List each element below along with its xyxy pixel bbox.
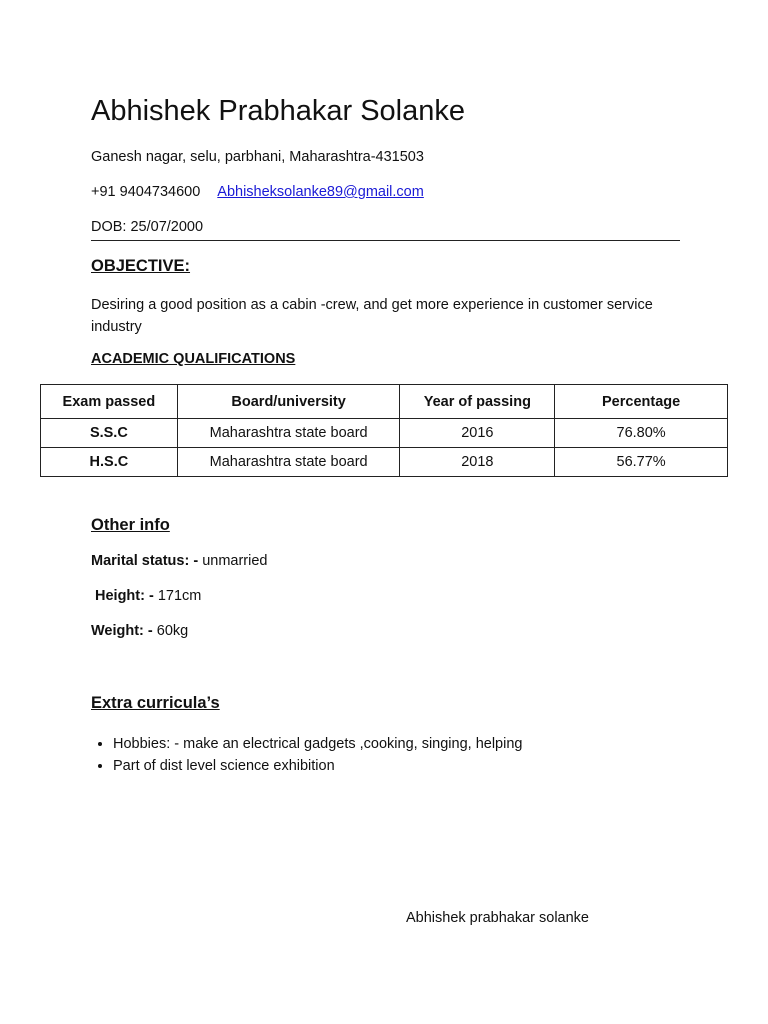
candidate-name: Abhishek Prabhakar Solanke [91,95,466,127]
extra-curricular-list [91,733,522,777]
table-row [41,448,728,477]
objective-text: Desiring a good position as a cabin -crew, and get more experience in customer service industry [91,297,653,335]
column-header: Board/university [177,385,400,419]
other-info-heading: Other info [91,516,170,534]
objective-heading: OBJECTIVE: [91,257,191,275]
height-line [95,588,201,604]
academic-heading: ACADEMIC QUALIFICATIONS [91,351,296,367]
column-header: Exam passed [41,385,178,419]
header-divider [91,240,680,241]
table-cell: Maharashtra state board [177,419,400,448]
column-header: Percentage [555,385,728,419]
signature-name: Abhishek prabhakar solanke [406,910,589,926]
table-cell: S.S.C [41,419,178,448]
table-cell: 56.77% [555,448,728,477]
table-header-row [41,385,728,419]
marital-status-label: Marital status: - [91,553,199,569]
table-cell: 2016 [400,419,555,448]
weight-label: Weight: - [91,623,153,639]
contact-line [91,184,424,200]
extra-curricular-heading: Extra curricula’s [91,694,220,712]
height-label: Height: - [95,588,154,604]
phone-number: +91 9404734600 [91,184,201,200]
column-header: Year of passing [400,385,555,419]
table-cell: H.S.C [41,448,178,477]
address-line: Ganesh nagar, selu, parbhani, Maharashtra-431503 [91,149,424,165]
email-link[interactable]: Abhisheksolanke89@gmail.com [217,184,424,200]
dob-line: DOB: 25/07/2000 [91,219,204,235]
weight-value: 60kg [152,623,189,639]
table-row [41,419,728,448]
list-item: • Part of dist level science exhibition [113,755,522,777]
height-value: 171cm [153,588,202,604]
academic-table [40,384,728,477]
table-cell: 2018 [400,448,555,477]
list-item: • Hobbies: - make an electrical gadgets ,cooking, singing, helping [113,733,522,755]
table-cell: 76.80% [555,419,728,448]
marital-status-line [91,553,267,569]
weight-line [91,623,188,639]
marital-status-value: unmarried [198,553,268,569]
table-cell: Maharashtra state board [177,448,400,477]
